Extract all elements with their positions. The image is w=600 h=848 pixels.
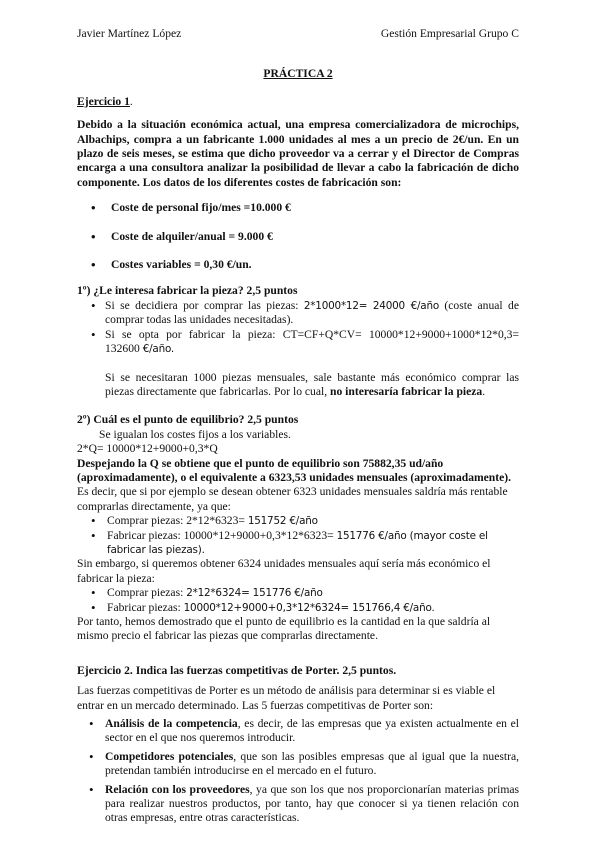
make-6324-text: Fabricar piezas:: [107, 600, 184, 614]
exercise-2-heading: Ejercicio 2. Indica las fuerzas competitivas de Porter. 2,5 puntos.: [77, 663, 397, 677]
make-option-unit: €/año.: [142, 343, 175, 356]
question-2-result: Despejando la Q se obtiene que el punto de equilibrio son 75882,35 ud/año (aproximadamente), o el equivalente a 6323,53 unidades mensuales (aproximadamente).: [77, 456, 512, 484]
exercise-1-heading: [77, 95, 519, 109]
porter-forces-list: [77, 717, 519, 826]
scenario-6323-list: [77, 514, 519, 557]
question-1-list: [77, 299, 519, 357]
exercise-1-dot: .: [129, 94, 133, 108]
buy-6323: [77, 514, 519, 528]
make-6324: [77, 601, 519, 615]
question-1-conclusion: [77, 371, 519, 400]
question-1-heading: [77, 284, 519, 298]
buy-6324: [77, 586, 519, 600]
buy-6323-text: Comprar piezas: 2*12*6323=: [107, 514, 248, 528]
cost-item-personal: • Coste de personal fijo/mes =10.000 €: [77, 201, 519, 215]
conclusion-bold: no interesaría fabricar la pieza: [330, 384, 483, 398]
make-6324-calc: 10000*12+9000+0,3*12*6324= 151766,4 €/año: [183, 601, 432, 614]
make-6323: [77, 529, 519, 558]
conclusion-text: Si se necesitaran 1000 piezas mensuales, sale bastante más económico comprar las piezas directamente que fabricarlas. Por lo cual,: [105, 370, 519, 398]
force-suppliers-term: Relación con los proveedores: [105, 782, 250, 796]
force-competition-term: Análisis de la competencia: [105, 717, 238, 731]
question-2-heading: 2º) Cuál es el punto de equilibrio? 2,5 puntos: [77, 413, 299, 427]
scenario-6324-list: [77, 586, 519, 615]
page-header: [77, 27, 519, 41]
course-name: Gestión Empresarial Grupo C: [380, 27, 519, 40]
force-potential-term: Competidores potenciales: [105, 749, 234, 763]
buy-option-note: (coste anual de comprar todas las unidades necesitadas).: [105, 298, 519, 327]
question-2-step-1: Se igualan los costes fijos a los variables.: [99, 427, 291, 441]
buy-6324-text: Comprar piezas:: [107, 586, 187, 600]
make-6324-dot: .: [431, 600, 435, 614]
question-2-equation: 2*Q= 10000*12+9000+0,3*Q: [77, 442, 218, 456]
cost-item-rent: • Coste de alquiler/anual = 9.000 €: [77, 230, 519, 244]
force-competition: [77, 717, 519, 746]
buy-option-calc: 2*1000*12= 24000 €/año: [303, 299, 439, 312]
question-2-para-3: Por tanto, hemos demostrado que el punto de equilibrio es la cantidad en la que saldría al mismo precio el fabricar las piezas que comprarlas directamente.: [77, 615, 491, 643]
exercise-1-label: Ejercicio 1: [77, 94, 130, 108]
force-suppliers-text: , ya que son los que nos proporcionarían materias primas para realizar nuestros productos, por tanto, hay que conocer si ya tienen relación con otras empresas, entre otras características.: [105, 782, 520, 825]
question-2-para-2: Sin embargo, si queremos obtener 6324 unidades mensuales aquí sería más económico el fabricar la pieza:: [77, 557, 491, 585]
force-potential-competitors: [77, 750, 519, 779]
cost-list: [77, 201, 519, 272]
question-1-points: 2,5 puntos: [243, 284, 298, 298]
exercise-1-intro: Debido a la situación económica actual, una empresa comercializadora de microchips, Albachips, compra a un fabricante 1.000 unidades al mes a un precio de 2€/un. En un plazo de seis meses, se estima que dicho proveedor va a cerrar y el Director de Compras encarga a una consultora analizar la posibilidad de llevar a cabo la fabricación de dicho componente. Los datos de los diferentes costes de fabricación son:: [77, 118, 519, 189]
author-name: Javier Martínez López: [77, 27, 182, 40]
make-6323-calc: 151776 €/año (mayor coste el fabricar las piezas).: [107, 529, 488, 556]
question-2-para-1: Es decir, que si por ejemplo se desean obtener 6323 unidades mensuales saldría más rentable comprarlas directamente, ya que:: [77, 485, 508, 513]
make-option: [77, 328, 519, 357]
buy-option: [77, 299, 519, 328]
conclusion-dot: .: [482, 384, 486, 398]
buy-option-text: Si se decidiera por comprar las piezas:: [105, 298, 304, 312]
make-option-text: Si se opta por fabricar la pieza: CT=CF+Q*CV= 10000*12+9000+1000*12*0,3= 132600: [105, 327, 519, 356]
buy-6324-calc: 2*12*6324= 151776 €/año: [186, 587, 323, 600]
buy-6323-calc: 151752 €/año: [247, 515, 318, 528]
force-potential-text: , que son las posibles empresas que al igual que la nuestra, pretendan también introducirse en el mercado en el futuro.: [105, 749, 520, 778]
make-6323-text: Fabricar piezas: 10000*12+9000+0,3*12*6323=: [107, 528, 337, 542]
force-suppliers: [77, 783, 519, 826]
exercise-2-intro: Las fuerzas competitivas de Porter es un método de análisis para determinar si es viable el entrar en un mercado determinado. Las 5 fuerzas competitivas de Porter son:: [77, 684, 496, 712]
document-title: PRÁCTICA 2: [263, 67, 333, 81]
document-page: [77, 27, 519, 830]
cost-item-variable: • Costes variables = 0,30 €/un.: [77, 258, 519, 272]
force-competition-text: , es decir, de las empresas que ya existen actualmente en el sector en el que nos queremos introducir.: [105, 717, 519, 745]
question-1-label: 1º) ¿Le interesa fabricar la pieza?: [77, 284, 244, 298]
